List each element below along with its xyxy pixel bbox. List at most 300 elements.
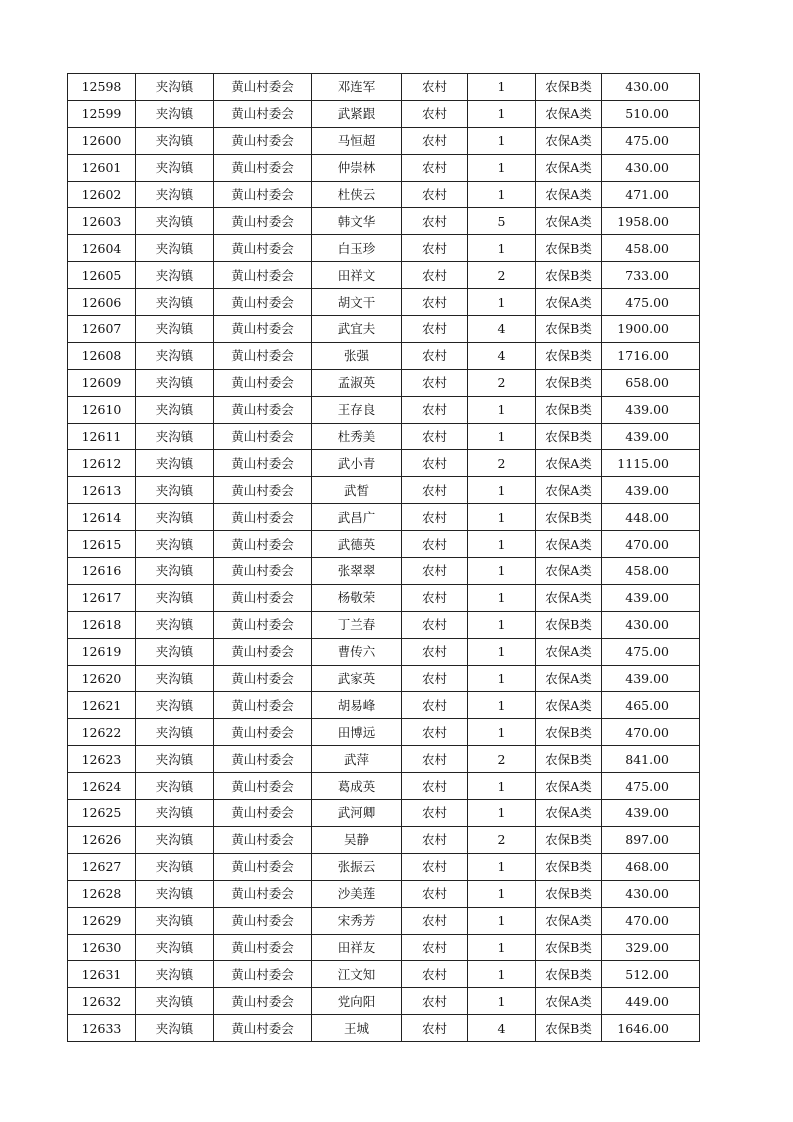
area-type-cell: 农村 — [402, 504, 468, 531]
amount-cell: 430.00 — [602, 611, 700, 638]
amount-cell: 439.00 — [602, 396, 700, 423]
table-row — [68, 853, 700, 880]
town-cell: 夹沟镇 — [136, 584, 214, 611]
area-type-cell: 农村 — [402, 773, 468, 800]
name-cell: 吴静 — [312, 826, 402, 853]
category-cell: 农保A类 — [536, 988, 602, 1015]
area-type-cell: 农村 — [402, 800, 468, 827]
name-cell: 武小青 — [312, 450, 402, 477]
village-committee-cell: 黄山村委会 — [214, 880, 312, 907]
table-row — [68, 531, 700, 558]
name-cell: 葛成英 — [312, 773, 402, 800]
village-committee-cell: 黄山村委会 — [214, 1015, 312, 1042]
village-committee-cell: 黄山村委会 — [214, 450, 312, 477]
name-cell: 宋秀芳 — [312, 907, 402, 934]
amount-cell: 439.00 — [602, 800, 700, 827]
household-count-cell: 1 — [468, 665, 536, 692]
amount-cell: 512.00 — [602, 961, 700, 988]
village-committee-cell: 黄山村委会 — [214, 477, 312, 504]
serial-number-cell: 12622 — [68, 719, 136, 746]
village-committee-cell: 黄山村委会 — [214, 907, 312, 934]
amount-cell: 439.00 — [602, 584, 700, 611]
area-type-cell: 农村 — [402, 235, 468, 262]
table-row — [68, 504, 700, 531]
name-cell: 沙美莲 — [312, 880, 402, 907]
name-cell: 胡易峰 — [312, 692, 402, 719]
category-cell: 农保B类 — [536, 396, 602, 423]
household-count-cell: 1 — [468, 558, 536, 585]
village-committee-cell: 黄山村委会 — [214, 316, 312, 343]
table-row — [68, 208, 700, 235]
serial-number-cell: 12632 — [68, 988, 136, 1015]
table-row — [68, 719, 700, 746]
town-cell: 夹沟镇 — [136, 826, 214, 853]
serial-number-cell: 12598 — [68, 74, 136, 101]
table-row — [68, 988, 700, 1015]
town-cell: 夹沟镇 — [136, 450, 214, 477]
table-row — [68, 74, 700, 101]
village-committee-cell: 黄山村委会 — [214, 127, 312, 154]
village-committee-cell: 黄山村委会 — [214, 746, 312, 773]
table-row — [68, 584, 700, 611]
name-cell: 张翠翠 — [312, 558, 402, 585]
serial-number-cell: 12611 — [68, 423, 136, 450]
table-row — [68, 1015, 700, 1042]
area-type-cell: 农村 — [402, 369, 468, 396]
amount-cell: 470.00 — [602, 531, 700, 558]
village-committee-cell: 黄山村委会 — [214, 988, 312, 1015]
household-count-cell: 1 — [468, 477, 536, 504]
name-cell: 王城 — [312, 1015, 402, 1042]
village-committee-cell: 黄山村委会 — [214, 692, 312, 719]
category-cell: 农保B类 — [536, 369, 602, 396]
town-cell: 夹沟镇 — [136, 800, 214, 827]
area-type-cell: 农村 — [402, 719, 468, 746]
town-cell: 夹沟镇 — [136, 531, 214, 558]
serial-number-cell: 12607 — [68, 316, 136, 343]
town-cell: 夹沟镇 — [136, 558, 214, 585]
name-cell: 田博远 — [312, 719, 402, 746]
category-cell: 农保B类 — [536, 719, 602, 746]
area-type-cell: 农村 — [402, 853, 468, 880]
serial-number-cell: 12604 — [68, 235, 136, 262]
area-type-cell: 农村 — [402, 477, 468, 504]
village-committee-cell: 黄山村委会 — [214, 235, 312, 262]
category-cell: 农保A类 — [536, 450, 602, 477]
amount-cell: 470.00 — [602, 907, 700, 934]
amount-cell: 470.00 — [602, 719, 700, 746]
town-cell: 夹沟镇 — [136, 100, 214, 127]
amount-cell: 430.00 — [602, 880, 700, 907]
town-cell: 夹沟镇 — [136, 504, 214, 531]
area-type-cell: 农村 — [402, 127, 468, 154]
amount-cell: 1716.00 — [602, 342, 700, 369]
category-cell: 农保A类 — [536, 907, 602, 934]
serial-number-cell: 12608 — [68, 342, 136, 369]
name-cell: 白玉珍 — [312, 235, 402, 262]
area-type-cell: 农村 — [402, 988, 468, 1015]
town-cell: 夹沟镇 — [136, 719, 214, 746]
household-count-cell: 2 — [468, 262, 536, 289]
area-type-cell: 农村 — [402, 154, 468, 181]
town-cell: 夹沟镇 — [136, 611, 214, 638]
town-cell: 夹沟镇 — [136, 934, 214, 961]
household-count-cell: 1 — [468, 584, 536, 611]
town-cell: 夹沟镇 — [136, 665, 214, 692]
serial-number-cell: 12600 — [68, 127, 136, 154]
town-cell: 夹沟镇 — [136, 638, 214, 665]
table-row — [68, 826, 700, 853]
serial-number-cell: 12629 — [68, 907, 136, 934]
amount-cell: 510.00 — [602, 100, 700, 127]
amount-cell: 439.00 — [602, 423, 700, 450]
area-type-cell: 农村 — [402, 208, 468, 235]
area-type-cell: 农村 — [402, 746, 468, 773]
category-cell: 农保B类 — [536, 262, 602, 289]
area-type-cell: 农村 — [402, 961, 468, 988]
serial-number-cell: 12625 — [68, 800, 136, 827]
amount-cell: 475.00 — [602, 773, 700, 800]
serial-number-cell: 12620 — [68, 665, 136, 692]
area-type-cell: 农村 — [402, 611, 468, 638]
village-committee-cell: 黄山村委会 — [214, 504, 312, 531]
area-type-cell: 农村 — [402, 638, 468, 665]
category-cell: 农保B类 — [536, 504, 602, 531]
village-committee-cell: 黄山村委会 — [214, 154, 312, 181]
town-cell: 夹沟镇 — [136, 880, 214, 907]
name-cell: 张振云 — [312, 853, 402, 880]
household-count-cell: 1 — [468, 853, 536, 880]
serial-number-cell: 12606 — [68, 289, 136, 316]
serial-number-cell: 12627 — [68, 853, 136, 880]
serial-number-cell: 12633 — [68, 1015, 136, 1042]
town-cell: 夹沟镇 — [136, 127, 214, 154]
town-cell: 夹沟镇 — [136, 342, 214, 369]
village-committee-cell: 黄山村委会 — [214, 181, 312, 208]
household-count-cell: 1 — [468, 961, 536, 988]
serial-number-cell: 12631 — [68, 961, 136, 988]
amount-cell: 329.00 — [602, 934, 700, 961]
amount-cell: 448.00 — [602, 504, 700, 531]
village-committee-cell: 黄山村委会 — [214, 100, 312, 127]
village-committee-cell: 黄山村委会 — [214, 208, 312, 235]
category-cell: 农保A类 — [536, 100, 602, 127]
category-cell: 农保B类 — [536, 423, 602, 450]
category-cell: 农保B类 — [536, 961, 602, 988]
household-count-cell: 1 — [468, 880, 536, 907]
area-type-cell: 农村 — [402, 1015, 468, 1042]
household-count-cell: 1 — [468, 181, 536, 208]
category-cell: 农保A类 — [536, 477, 602, 504]
serial-number-cell: 12619 — [68, 638, 136, 665]
household-count-cell: 1 — [468, 531, 536, 558]
serial-number-cell: 12615 — [68, 531, 136, 558]
name-cell: 党向阳 — [312, 988, 402, 1015]
town-cell: 夹沟镇 — [136, 423, 214, 450]
category-cell: 农保A类 — [536, 584, 602, 611]
serial-number-cell: 12618 — [68, 611, 136, 638]
town-cell: 夹沟镇 — [136, 853, 214, 880]
amount-cell: 458.00 — [602, 558, 700, 585]
table-row — [68, 100, 700, 127]
amount-cell: 475.00 — [602, 127, 700, 154]
name-cell: 邓连军 — [312, 74, 402, 101]
table-row — [68, 289, 700, 316]
category-cell: 农保A类 — [536, 154, 602, 181]
amount-cell: 841.00 — [602, 746, 700, 773]
amount-cell: 471.00 — [602, 181, 700, 208]
name-cell: 胡文干 — [312, 289, 402, 316]
serial-number-cell: 12599 — [68, 100, 136, 127]
category-cell: 农保B类 — [536, 880, 602, 907]
amount-cell: 439.00 — [602, 665, 700, 692]
table-row — [68, 746, 700, 773]
table-row — [68, 665, 700, 692]
name-cell: 田祥文 — [312, 262, 402, 289]
household-count-cell: 2 — [468, 746, 536, 773]
name-cell: 曹传六 — [312, 638, 402, 665]
area-type-cell: 农村 — [402, 692, 468, 719]
village-committee-cell: 黄山村委会 — [214, 800, 312, 827]
amount-cell: 430.00 — [602, 74, 700, 101]
area-type-cell: 农村 — [402, 342, 468, 369]
area-type-cell: 农村 — [402, 289, 468, 316]
village-committee-cell: 黄山村委会 — [214, 961, 312, 988]
town-cell: 夹沟镇 — [136, 477, 214, 504]
category-cell: 农保A类 — [536, 638, 602, 665]
table-row — [68, 396, 700, 423]
village-committee-cell: 黄山村委会 — [214, 584, 312, 611]
amount-cell: 439.00 — [602, 477, 700, 504]
serial-number-cell: 12628 — [68, 880, 136, 907]
village-committee-cell: 黄山村委会 — [214, 423, 312, 450]
serial-number-cell: 12609 — [68, 369, 136, 396]
area-type-cell: 农村 — [402, 450, 468, 477]
area-type-cell: 农村 — [402, 181, 468, 208]
town-cell: 夹沟镇 — [136, 692, 214, 719]
village-committee-cell: 黄山村委会 — [214, 342, 312, 369]
town-cell: 夹沟镇 — [136, 773, 214, 800]
name-cell: 武紧跟 — [312, 100, 402, 127]
village-committee-cell: 黄山村委会 — [214, 369, 312, 396]
village-committee-cell: 黄山村委会 — [214, 531, 312, 558]
village-committee-cell: 黄山村委会 — [214, 934, 312, 961]
town-cell: 夹沟镇 — [136, 181, 214, 208]
category-cell: 农保A类 — [536, 208, 602, 235]
name-cell: 武河卿 — [312, 800, 402, 827]
village-committee-cell: 黄山村委会 — [214, 74, 312, 101]
table-row — [68, 181, 700, 208]
serial-number-cell: 12614 — [68, 504, 136, 531]
area-type-cell: 农村 — [402, 880, 468, 907]
household-count-cell: 1 — [468, 74, 536, 101]
household-count-cell: 1 — [468, 934, 536, 961]
area-type-cell: 农村 — [402, 584, 468, 611]
amount-cell: 1958.00 — [602, 208, 700, 235]
serial-number-cell: 12621 — [68, 692, 136, 719]
household-count-cell: 1 — [468, 988, 536, 1015]
village-committee-cell: 黄山村委会 — [214, 611, 312, 638]
town-cell: 夹沟镇 — [136, 316, 214, 343]
name-cell: 杜秀美 — [312, 423, 402, 450]
town-cell: 夹沟镇 — [136, 74, 214, 101]
area-type-cell: 农村 — [402, 826, 468, 853]
area-type-cell: 农村 — [402, 74, 468, 101]
serial-number-cell: 12601 — [68, 154, 136, 181]
town-cell: 夹沟镇 — [136, 988, 214, 1015]
household-count-cell: 4 — [468, 1015, 536, 1042]
area-type-cell: 农村 — [402, 316, 468, 343]
category-cell: 农保A类 — [536, 665, 602, 692]
household-count-cell: 2 — [468, 369, 536, 396]
household-count-cell: 1 — [468, 423, 536, 450]
household-count-cell: 1 — [468, 907, 536, 934]
category-cell: 农保A类 — [536, 773, 602, 800]
name-cell: 江文知 — [312, 961, 402, 988]
table-row — [68, 558, 700, 585]
table-row — [68, 316, 700, 343]
name-cell: 仲崇林 — [312, 154, 402, 181]
serial-number-cell: 12626 — [68, 826, 136, 853]
category-cell: 农保A类 — [536, 800, 602, 827]
table-row — [68, 692, 700, 719]
area-type-cell: 农村 — [402, 100, 468, 127]
town-cell: 夹沟镇 — [136, 208, 214, 235]
area-type-cell: 农村 — [402, 396, 468, 423]
area-type-cell: 农村 — [402, 558, 468, 585]
name-cell: 丁兰春 — [312, 611, 402, 638]
category-cell: 农保B类 — [536, 316, 602, 343]
category-cell: 农保B类 — [536, 1015, 602, 1042]
table-row — [68, 638, 700, 665]
village-committee-cell: 黄山村委会 — [214, 665, 312, 692]
table-row — [68, 450, 700, 477]
table-row — [68, 477, 700, 504]
household-count-cell: 4 — [468, 316, 536, 343]
category-cell: 农保A类 — [536, 127, 602, 154]
roster-table — [67, 73, 700, 1042]
household-count-cell: 5 — [468, 208, 536, 235]
name-cell: 武家英 — [312, 665, 402, 692]
table-row — [68, 342, 700, 369]
town-cell: 夹沟镇 — [136, 262, 214, 289]
category-cell: 农保B类 — [536, 74, 602, 101]
category-cell: 农保B类 — [536, 342, 602, 369]
amount-cell: 1646.00 — [602, 1015, 700, 1042]
serial-number-cell: 12605 — [68, 262, 136, 289]
table-row — [68, 800, 700, 827]
name-cell: 武德英 — [312, 531, 402, 558]
amount-cell: 733.00 — [602, 262, 700, 289]
amount-cell: 475.00 — [602, 638, 700, 665]
category-cell: 农保B类 — [536, 934, 602, 961]
table-row — [68, 154, 700, 181]
name-cell: 杜侠云 — [312, 181, 402, 208]
household-count-cell: 1 — [468, 289, 536, 316]
town-cell: 夹沟镇 — [136, 235, 214, 262]
category-cell: 农保A类 — [536, 181, 602, 208]
serial-number-cell: 12613 — [68, 477, 136, 504]
name-cell: 武萍 — [312, 746, 402, 773]
name-cell: 王存良 — [312, 396, 402, 423]
household-count-cell: 1 — [468, 154, 536, 181]
village-committee-cell: 黄山村委会 — [214, 558, 312, 585]
village-committee-cell: 黄山村委会 — [214, 853, 312, 880]
serial-number-cell: 12624 — [68, 773, 136, 800]
household-count-cell: 1 — [468, 127, 536, 154]
table-row — [68, 934, 700, 961]
village-committee-cell: 黄山村委会 — [214, 719, 312, 746]
category-cell: 农保A类 — [536, 531, 602, 558]
category-cell: 农保B类 — [536, 853, 602, 880]
serial-number-cell: 12603 — [68, 208, 136, 235]
name-cell: 武宜夫 — [312, 316, 402, 343]
roster-table-body — [68, 74, 700, 1042]
amount-cell: 449.00 — [602, 988, 700, 1015]
amount-cell: 1115.00 — [602, 450, 700, 477]
table-row — [68, 235, 700, 262]
household-count-cell: 1 — [468, 800, 536, 827]
table-row — [68, 880, 700, 907]
serial-number-cell: 12610 — [68, 396, 136, 423]
village-committee-cell: 黄山村委会 — [214, 773, 312, 800]
town-cell: 夹沟镇 — [136, 1015, 214, 1042]
serial-number-cell: 12623 — [68, 746, 136, 773]
name-cell: 武皙 — [312, 477, 402, 504]
village-committee-cell: 黄山村委会 — [214, 262, 312, 289]
amount-cell: 897.00 — [602, 826, 700, 853]
table-row — [68, 907, 700, 934]
name-cell: 马恒超 — [312, 127, 402, 154]
village-committee-cell: 黄山村委会 — [214, 396, 312, 423]
household-count-cell: 1 — [468, 611, 536, 638]
town-cell: 夹沟镇 — [136, 396, 214, 423]
area-type-cell: 农村 — [402, 907, 468, 934]
household-count-cell: 1 — [468, 396, 536, 423]
category-cell: 农保A类 — [536, 692, 602, 719]
household-count-cell: 1 — [468, 692, 536, 719]
serial-number-cell: 12612 — [68, 450, 136, 477]
amount-cell: 475.00 — [602, 289, 700, 316]
serial-number-cell: 12602 — [68, 181, 136, 208]
household-count-cell: 1 — [468, 235, 536, 262]
area-type-cell: 农村 — [402, 531, 468, 558]
amount-cell: 658.00 — [602, 369, 700, 396]
amount-cell: 430.00 — [602, 154, 700, 181]
category-cell: 农保B类 — [536, 611, 602, 638]
village-committee-cell: 黄山村委会 — [214, 826, 312, 853]
household-count-cell: 1 — [468, 638, 536, 665]
town-cell: 夹沟镇 — [136, 289, 214, 316]
table-row — [68, 961, 700, 988]
town-cell: 夹沟镇 — [136, 369, 214, 396]
category-cell: 农保A类 — [536, 289, 602, 316]
table-row — [68, 127, 700, 154]
household-count-cell: 1 — [468, 504, 536, 531]
name-cell: 武昌广 — [312, 504, 402, 531]
amount-cell: 1900.00 — [602, 316, 700, 343]
table-row — [68, 773, 700, 800]
category-cell: 农保B类 — [536, 746, 602, 773]
town-cell: 夹沟镇 — [136, 746, 214, 773]
table-row — [68, 262, 700, 289]
household-count-cell: 2 — [468, 450, 536, 477]
category-cell: 农保B类 — [536, 235, 602, 262]
area-type-cell: 农村 — [402, 423, 468, 450]
serial-number-cell: 12617 — [68, 584, 136, 611]
amount-cell: 465.00 — [602, 692, 700, 719]
serial-number-cell: 12630 — [68, 934, 136, 961]
